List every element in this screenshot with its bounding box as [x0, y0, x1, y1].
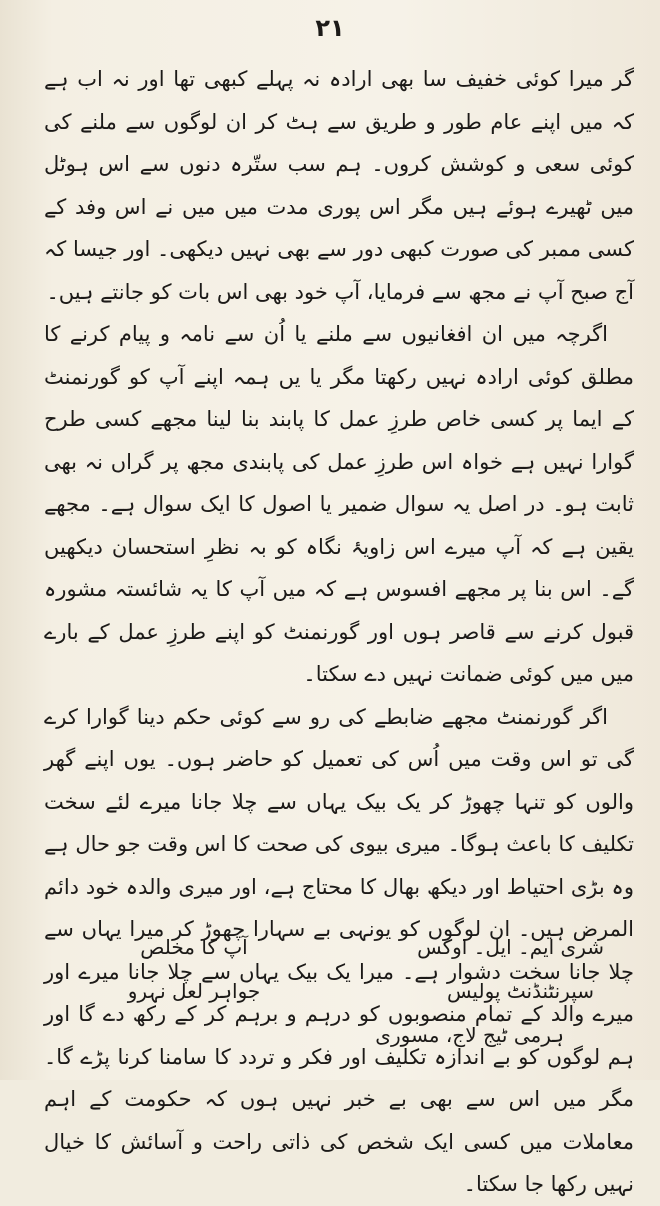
- page-number: ۲۱: [315, 14, 345, 42]
- paragraph-3: اگر گورنمنٹ مجھے ضابطے کی رو سے کوئی حکم دینا گوارا کرے گی تو اس وقت میں اُس کی تعمیل کو حاضر ہوں۔ یوں اپنے گھر والوں کو تنہا چھوڑ کر یک بیک یہاں سے چلا جانا میرے لئے سخت تکلیف کا باعث ہوگا۔ میری بیوی کی صحت کا اس وقت جو حال ہے وہ بڑی احتیاط اور دیکھ بھال کا محتاج ہے، اور میری والدہ خود دائم المرض ہیں۔ ان لوگوں کو یونہی بے سہارا چھوڑ کر میرا یہاں سے چلا جانا سخت دشوار ہے۔ میرا یک بیک یہاں سے چلا جانا میرے اور میرے والد کے تمام منصوبوں کو درہم و برہم کر کے رکھ دے گا اور ہم لوگوں کو بے اندازہ تکلیف اور فکر و تردد کا سامنا کرنا پڑے گا۔ مگر میں اس سے بھی بے خبر نہیں ہوں کہ حکومت کے اہم معاملات میں کسی ایک شخص کی ذاتی راحت و آسائش کا خیال نہیں رکھا جا سکتا۔: [44, 704, 634, 1196]
- recipient-address: ہرمی ٹیج لاج، مسوری: [375, 1023, 564, 1047]
- paragraph-2: اگرچہ میں ان افغانیوں سے ملنے یا اُن سے نامہ و پیام کرنے کا مطلق کوئی ارادہ نہیں رکھتا مگر یا یں ہمہ اپنے آپ کو گورنمنٹ کے ایما پر کسی خاص طرزِ عمل کا پابند بنا لینا مجھے کسی طرح گوارا نہیں ہے خواہ اس طرزِ عمل کی پابندی مجھ پر گراں نہ بھی ثابت ہو۔ در اصل یہ سوال ضمیر یا اصول کا ایک سوال ہے۔ مجھے یقین ہے کہ آپ میرے اس زاویۂ نگاہ کو بہ نظرِ استحسان دیکھیں گے۔ اس بنا پر مجھے افسوس ہے کہ میں آپ کا یہ شائستہ مشورہ قبول کرنے سے قاصر ہوں اور گورنمنٹ کو اپنے طرزِ عمل کے بارے میں میں کوئی ضمانت نہیں دے سکتا۔: [44, 322, 634, 686]
- recipient-name: شری ایم۔ ایل۔ اوکس: [417, 935, 604, 959]
- recipient-block: [304, 925, 604, 1057]
- sender-block: [84, 925, 304, 1013]
- closing-text: آپ کا مخلص: [140, 935, 248, 959]
- signature-block: [44, 925, 634, 1075]
- recipient-title: سپرنٹنڈنٹ پولیس: [446, 979, 594, 1003]
- paragraph-1: گر میرا کوئی خفیف سا بھی ارادہ نہ پہلے کبھی تھا اور نہ اب ہے کہ میں اپنے عام طور و طریق سے ہٹ کر ان لوگوں سے ملنے کی کوئی سعی و کوشش کروں۔ ہم سب ستّرہ دنوں سے اس ہوٹل میں ٹھیرے ہوئے ہیں مگر اس پوری مدت میں میں نے اس وفد کے کسی ممبر کی صورت کبھی دور سے بھی نہیں دیکھی۔ اور جیسا کہ آج صبح آپ نے مجھ سے فرمایا، آپ خود بھی اس بات کو جانتے ہیں۔: [44, 67, 634, 304]
- sender-name: جواہر لعل نہرو: [127, 979, 261, 1003]
